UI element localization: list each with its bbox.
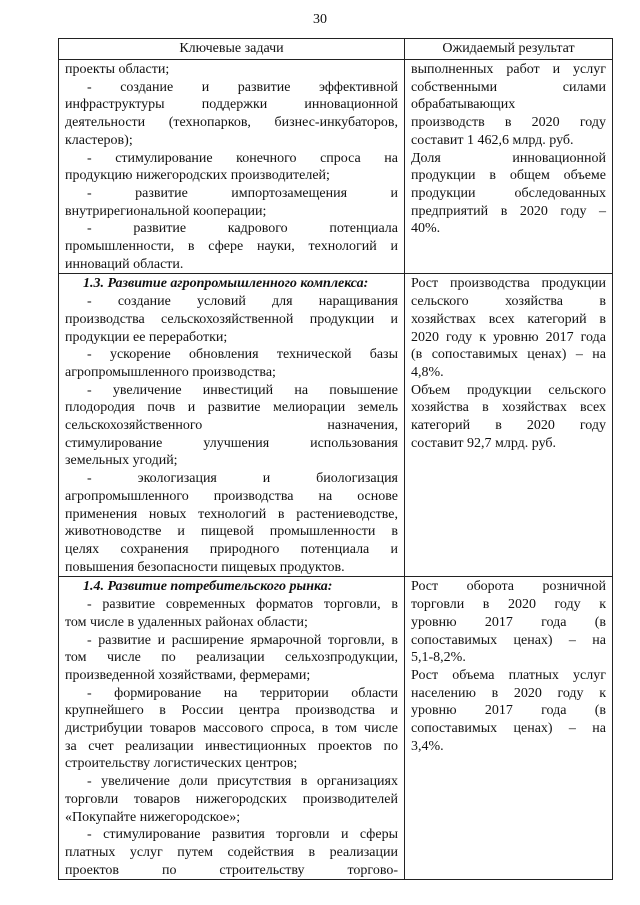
result-line: 4,8%. (411, 364, 444, 380)
result-line: составит 92,7 млрд. руб. (411, 435, 557, 451)
page-number: 30 (313, 12, 327, 27)
task-line: - увеличение доли присутствия в организациях (87, 774, 398, 790)
table-body (59, 60, 613, 880)
task-line: том числе по реализации сельхозпродукции, (65, 650, 398, 666)
expected-result-cell (405, 60, 613, 274)
task-line: промышленности, в сфере науки, технологий и (65, 239, 398, 255)
task-line: плодородия почв и развитие мелиорации земель (65, 400, 398, 416)
result-line: Рост оборота розничной (411, 579, 606, 595)
result-line: 3,4%. (411, 738, 444, 754)
task-line: - увеличение инвестиций на повышение (87, 382, 398, 398)
result-line: составит 1 462,6 млрд. руб. (411, 132, 574, 148)
task-line: продукции ее переработки; (65, 329, 228, 345)
header-expected-result: Ожидаемый результат (405, 39, 613, 60)
task-line: целях сохранения природного потенциала и (65, 541, 398, 557)
task-line: - формирование на территории области (87, 685, 398, 701)
task-line: - стимулирование развития торговли и сферы (87, 827, 398, 843)
task-line: - развитие кадрового потенциала (87, 221, 398, 237)
task-line: - создание условий для наращивания (87, 294, 398, 310)
task-line: стимулирование улучшения использования (65, 435, 398, 451)
task-line: продукцию нижегородских производителей; (65, 168, 330, 184)
task-line: 1.4. Развитие потребительского рынка: (83, 579, 333, 595)
result-line: продукции в общем объеме (411, 168, 606, 184)
task-line: - экологизация и биологизация (87, 471, 398, 487)
task-line: - развитие импортозамещения и (87, 185, 398, 201)
task-line: крупнейшего в России центра производства и (65, 703, 398, 719)
table-row (59, 60, 613, 274)
task-line: дистрибуции товаров массового спроса, в том числе (65, 721, 398, 737)
task-line: животноводстве и пищевой промышленности в (65, 524, 398, 540)
task-line: - ускорение обновления технической базы (87, 347, 398, 363)
result-line: уровню 2017 года (в (411, 703, 606, 719)
task-line: 1.3. Развитие агропромышленного комплекса: (83, 276, 369, 292)
result-line: уровню 2017 года (в (411, 614, 606, 630)
result-line: категорий в 2020 году (411, 418, 606, 434)
task-line: проектов по строительству торгово- (65, 862, 398, 878)
result-line: населению в 2020 году к (411, 685, 606, 701)
result-line: Рост объема платных услуг (411, 667, 606, 683)
result-line: Объем продукции сельского (411, 382, 606, 398)
task-line: инфраструктуры поддержки инновационной (65, 97, 398, 113)
task-line: - стимулирование конечного спроса на (87, 150, 398, 166)
task-line: применения новых технологий в растениеводстве, (65, 506, 398, 522)
result-line: хозяйства в хозяйствах всех (411, 400, 606, 416)
key-tasks-cell (59, 60, 405, 274)
task-line: «Покупайте нижегородское»; (65, 809, 241, 825)
task-line: кластеров); (65, 132, 133, 148)
result-line: обрабатывающих (411, 97, 516, 113)
task-line: торговли товаров нижегородских производителей (65, 791, 398, 807)
result-line: производств в 2020 году (411, 115, 606, 131)
task-line: - развитие и расширение ярмарочной торговли, в (87, 632, 398, 648)
expected-result-cell (405, 577, 613, 880)
task-line: агропромышленного производства; (65, 364, 276, 380)
table-row (59, 274, 613, 577)
result-line: хозяйствах всех категорий в (411, 311, 606, 327)
result-line: 2020 году к уровню 2017 года (411, 329, 606, 345)
task-line: произведенной хозяйствами, фермерами; (65, 667, 311, 683)
result-line: сопоставимых ценах) – на (411, 632, 606, 648)
task-line: сельскохозяйственного назначения, (65, 418, 398, 434)
task-line: инноваций области. (65, 256, 184, 272)
task-line: производства сельскохозяйственной продукции и (65, 311, 398, 327)
task-line: внутрирегиональной кооперации; (65, 203, 267, 219)
result-line: выполненных работ и услуг (411, 62, 606, 77)
result-line: продукции обследованных (411, 185, 606, 201)
key-tasks-cell (59, 577, 405, 880)
result-line: Доля инновационной (411, 150, 606, 166)
result-line: сопоставимых ценах) – на (411, 721, 606, 737)
result-line: собственными силами (411, 79, 606, 95)
task-line: земельных угодий; (65, 453, 178, 469)
result-line: сельского хозяйства в (411, 294, 606, 310)
task-line: деятельности (технопарков, бизнес-инкубаторов, (65, 115, 398, 131)
result-line: 5,1-8,2%. (411, 650, 466, 666)
task-line: проекты области; (65, 62, 170, 77)
result-line: торговли в 2020 году к (411, 597, 606, 613)
task-line: платных услуг путем содействия в реализации (65, 844, 398, 860)
result-line: (в сопоставимых ценах) – на (411, 347, 606, 363)
header-key-tasks: Ключевые задачи (59, 39, 405, 60)
result-line: предприятий в 2020 году – (411, 203, 606, 219)
task-line: агропромышленного производства на основе (65, 488, 398, 504)
task-line: повышения безопасности пищевых продуктов. (65, 559, 345, 575)
key-tasks-cell (59, 274, 405, 577)
expected-result-cell (405, 274, 613, 577)
task-line: - создание и развитие эффективной (87, 79, 398, 95)
task-line: - развитие современных форматов торговли, в (87, 597, 398, 613)
task-line: строительству логистических центров; (65, 756, 298, 772)
task-line: за счет реализации инвестиционных проектов по (65, 738, 398, 754)
result-line: Рост производства продукции (411, 276, 606, 292)
task-line: том числе в удаленных районах области; (65, 614, 308, 630)
result-line: 40%. (411, 221, 441, 237)
table-header-row (59, 39, 613, 60)
tasks-results-table (58, 38, 613, 880)
table-row (59, 577, 613, 880)
